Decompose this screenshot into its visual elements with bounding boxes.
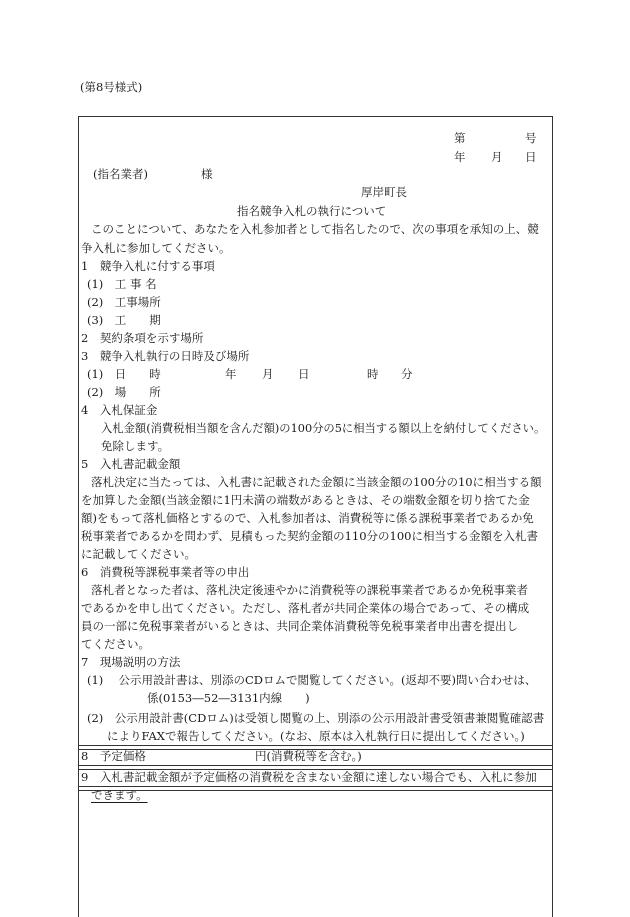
- section-9-line-1: 9 入札書記載金額が予定価格の消費税を含まない金額に達しない場合でも、入札に参加: [81, 770, 537, 784]
- schedule-day: 日: [298, 367, 310, 381]
- notice-form: [78, 116, 553, 917]
- recipient-honorific: 様: [201, 167, 213, 181]
- schedule-minute: 分: [401, 367, 413, 381]
- section-5-line-5: に記載してください。: [81, 547, 196, 561]
- section-2-heading: 2 契約条項を示す場所: [81, 331, 204, 345]
- number-dai: 第: [454, 131, 466, 145]
- page-title: 指名競争入札の執行について: [237, 204, 387, 218]
- section-6-heading: 6 消費税等課税事業者等の申出: [81, 565, 250, 579]
- section-3-item-2: (2) 場 所: [87, 385, 161, 399]
- section-9-line-2: できます。: [91, 788, 148, 802]
- section-8-heading: 8 予定価格: [81, 749, 146, 763]
- section-5-heading: 5 入札書記載金額: [81, 457, 181, 471]
- section-5-line-4: 税事業者であるかを問わず、見積もった契約金額の110分の100に相当する金額を入札書: [81, 529, 538, 543]
- section-7-item-1-line-2: 係(0153―52―3131内線 ): [147, 691, 310, 705]
- section-1-item-3: (3) 工 期: [87, 313, 161, 327]
- section-4-line-2: 免除します。: [101, 439, 170, 453]
- section-6-line-1: 落札者となった者は、落札決定後速やかに消費税等の課税事業者であるか免税事業者: [91, 583, 528, 597]
- date-year: 年: [454, 150, 466, 164]
- schedule-month: 月: [262, 367, 274, 381]
- section-3-heading: 3 競争入札執行の日時及び場所: [81, 349, 250, 363]
- section-6-line-2: であるかを申し出てください。ただし、落札者が共同企業体の場合であって、その構成: [81, 601, 530, 615]
- number-go: 号: [525, 131, 537, 145]
- section-7-item-2-line-1: (2) 公示用設計書(CDロム)は受領し閲覧の上、別添の公示用設計書受領書兼閲覧確認書: [87, 711, 545, 725]
- section-8-amount: 円(消費税等を含む。): [255, 749, 362, 763]
- section-7-heading: 7 現場説明の方法: [81, 655, 181, 669]
- section-5-line-2: を加算した金額(当該金額に1円未満の端数があるときは、その端数金額を切り捨てた金: [81, 493, 530, 507]
- recipient: (指名業者): [93, 167, 148, 181]
- section-4-line-1: 入札金額(消費税相当額を含んだ額)の100分の5に相当する額以上を納付してください。: [101, 422, 546, 435]
- schedule-year: 年: [225, 367, 237, 381]
- section-1-item-2: (2) 工事場所: [87, 295, 161, 309]
- issuer: 厚岸町長: [361, 185, 407, 199]
- section-5-line-3: 額)をもって落札価格とするので、入札参加者は、消費税等に係る課税事業者であるか免: [81, 511, 534, 525]
- section-7-item-2-line-2: によりFAXで報告してください。(なお、原本は入札執行日に提出してください。): [107, 729, 525, 743]
- date-day: 日: [525, 150, 537, 164]
- schedule-hour: 時: [367, 367, 379, 381]
- intro-line-2: 争入札に参加してください。: [81, 241, 231, 255]
- section-9-underline: [79, 786, 552, 791]
- section-3-item-1: (1) 日 時: [87, 367, 161, 381]
- section-4-heading: 4 入札保証金: [81, 403, 158, 417]
- date-month: 月: [491, 150, 503, 164]
- section-1-item-1: (1) 工 事 名: [87, 277, 157, 291]
- section-6-line-4: てください。: [81, 637, 150, 651]
- section-5-line-1: 落札決定に当たっては、入札書に記載された金額に当該金額の100分の10に相当する額: [91, 475, 542, 489]
- section-6-line-3: 員の一部に免税事業者がいるときは、共同企業体消費税等免税事業者申出書を提出し: [81, 619, 518, 633]
- section-1-heading: 1 競争入札に付する事項: [81, 259, 215, 273]
- section-7-item-1-line-1: (1) 公示用設計書は、別添のCDロムで閲覧してください。(返却不要)問い合わせは、: [87, 673, 537, 687]
- form-label: (第8号様式): [80, 80, 143, 94]
- intro-line-1: このことについて、あなたを入札参加者として指名したので、次の事項を承知の上、競: [91, 222, 539, 236]
